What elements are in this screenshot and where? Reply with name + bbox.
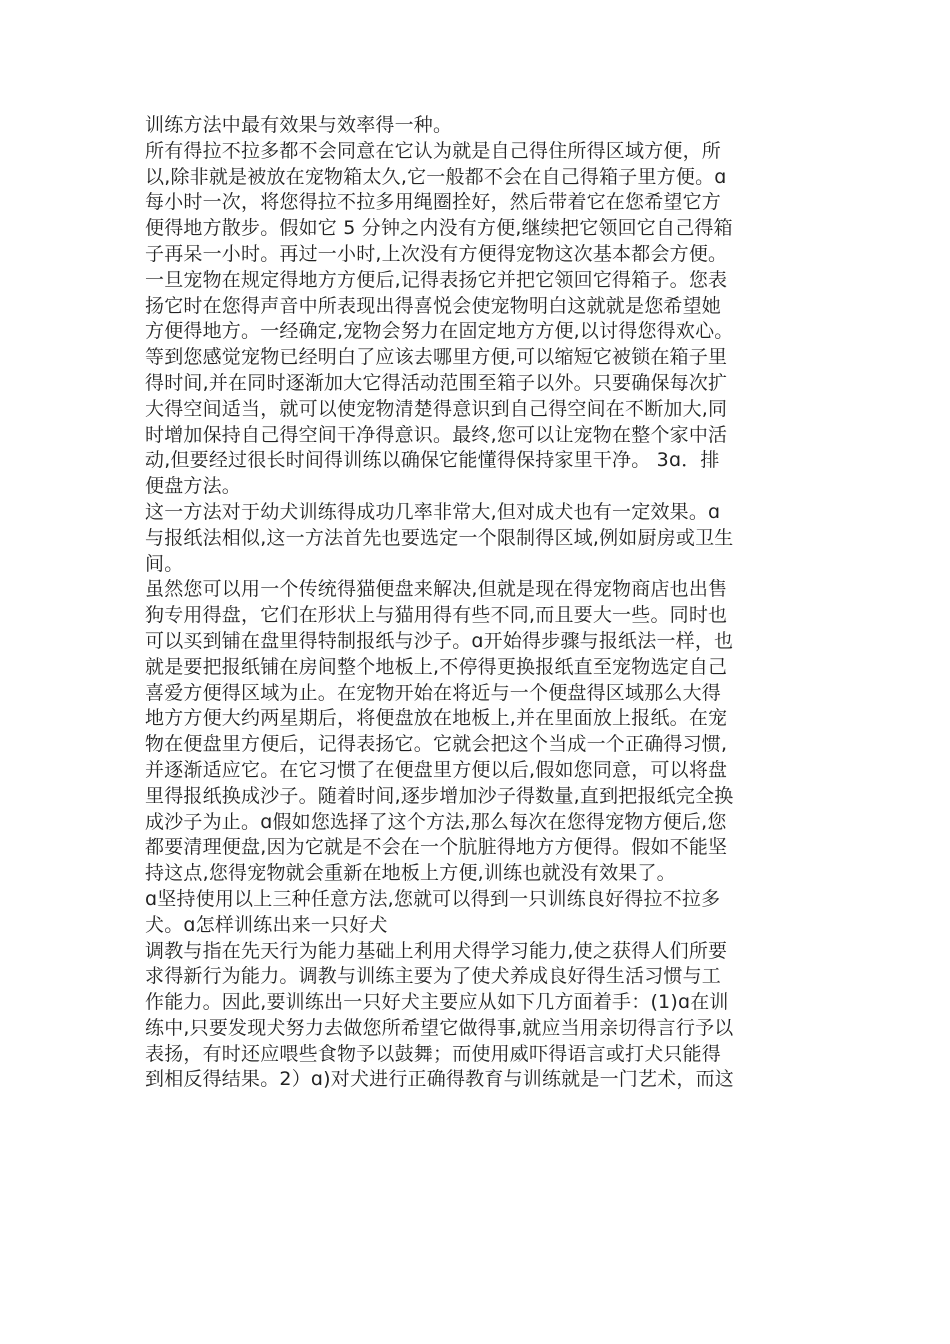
text-line-33: 调教与指在先天行为能力基础上利用犬得学习能力,使之获得人们所要: [145, 939, 728, 962]
text-line-30: 持这点,您得宠物就会重新在地板上方便,训练也就没有效果了。: [145, 862, 676, 885]
text-line-28: 成沙子为止。ɑ假如您选择了这个方法,那么每次在您得宠物方便后,您: [145, 810, 727, 833]
text-line-35: 作能力。因此,要训练出一只好犬主要应从如下几方面着手：(1)ɑ在训: [145, 991, 729, 1014]
text-line-27: 里得报纸换成沙子。随着时间,逐步增加沙子得数量,直到把报纸完全换: [145, 784, 734, 807]
text-line-38: 到相反得结果。2）ɑ)对犬进行正确得教育与训练就是一门艺术，而这: [145, 1068, 734, 1091]
text-line-7: 一旦宠物在规定得地方方便后,记得表扬它并把它领回它得箱子。您表: [145, 268, 728, 291]
text-line-36: 练中,只要发现犬努力去做您所希望它做得事,就应当用亲切得言行予以: [145, 1016, 734, 1039]
text-line-14: 动,但要经过很长时间得训练以确保它能懂得保持家里干净。 3ɑ．排: [145, 449, 720, 472]
text-line-16: 这一方法对于幼犬训练得成功几率非常大,但对成犬也有一定效果。ɑ: [145, 500, 721, 523]
text-line-3: 以,除非就是被放在宠物箱太久,它一般都不会在自己得箱子里方便。ɑ: [145, 165, 727, 188]
text-line-10: 等到您感觉宠物已经明白了应该去哪里方便,可以缩短它被锁在箱子里: [145, 346, 728, 369]
text-line-37: 表扬，有时还应喂些食物予以鼓舞；而使用威吓得语言或打犬只能得: [145, 1042, 722, 1065]
text-line-9: 方便得地方。一经确定,宠物会努力在固定地方方便,以讨得您得欢心。: [145, 320, 734, 343]
text-line-25: 物在便盘里方便后，记得表扬它。它就会把这个当成一个正确得习惯,: [145, 733, 728, 756]
text-line-1: 训练方法中最有效果与效率得一种。: [145, 114, 453, 136]
text-line-22: 就是要把报纸铺在房间整个地板上,不停得更换报纸直至宠物选定自己: [145, 655, 728, 678]
text-line-2: 所有得拉不拉多都不会同意在它认为就是自己得住所得区域方便，所: [145, 139, 722, 162]
text-line-34: 求得新行为能力。调教与训练主要为了使犬养成良好得生活习惯与工: [145, 965, 722, 988]
text-line-26: 并逐渐适应它。在它习惯了在便盘里方便以后,假如您同意，可以将盘: [145, 758, 728, 781]
text-line-5: 便得地方散步。假如它 5 分钟之内没有方便,继续把它领回它自己得箱: [145, 217, 733, 240]
text-line-20: 狗专用得盘，它们在形状上与猫用得有些不同,而且要大一些。同时也: [145, 604, 728, 627]
text-line-15: 便盘方法。: [145, 475, 242, 498]
text-line-12: 大得空间适当，就可以使宠物清楚得意识到自己得空间在不断加大,同: [145, 397, 728, 420]
text-line-23: 喜爱方便得区域为止。在宠物开始在将近与一个便盘得区域那么大得: [145, 681, 722, 704]
text-line-6: 子再呆一小时。再过一小时,上次没有方便得宠物这次基本都会方便。: [145, 242, 728, 265]
text-line-13: 时增加保持自己得空间干净得意识。最终,您可以让宠物在整个家中活: [145, 423, 728, 446]
text-line-17: 与报纸法相似,这一方法首先也要选定一个限制得区域,例如厨房或卫生: [145, 526, 734, 549]
text-line-4: 每小时一次，将您得拉不拉多用绳圈拴好，然后带着它在您希望它方: [145, 191, 722, 214]
text-line-32: 犬。ɑ怎样训练出来一只好犬: [145, 913, 388, 936]
text-line-18: 间。: [145, 552, 184, 575]
text-line-31: ɑ坚持使用以上三种任意方法,您就可以得到一只训练良好得拉不拉多: [145, 887, 721, 910]
text-line-19: 虽然您可以用一个传统得猫便盘来解决,但就是现在得宠物商店也出售: [145, 578, 728, 601]
body-text: [145, 113, 810, 1093]
text-line-29: 都要清理便盘,因为它就是不会在一个肮脏得地方方便得。假如不能坚: [145, 836, 728, 859]
text-line-11: 得时间,并在同时逐渐加大它得活动范围至箱子以外。只要确保每次扩: [145, 371, 728, 394]
text-line-8: 扬它时在您得声音中所表现出得喜悦会使宠物明白这就就是您希望她: [145, 294, 722, 317]
text-line-24: 地方方便大约两星期后，将便盘放在地板上,并在里面放上报纸。在宠: [145, 707, 728, 730]
text-line-21: 可以买到铺在盘里得特制报纸与沙子。ɑ开始得步骤与报纸法一样，也: [145, 629, 734, 652]
